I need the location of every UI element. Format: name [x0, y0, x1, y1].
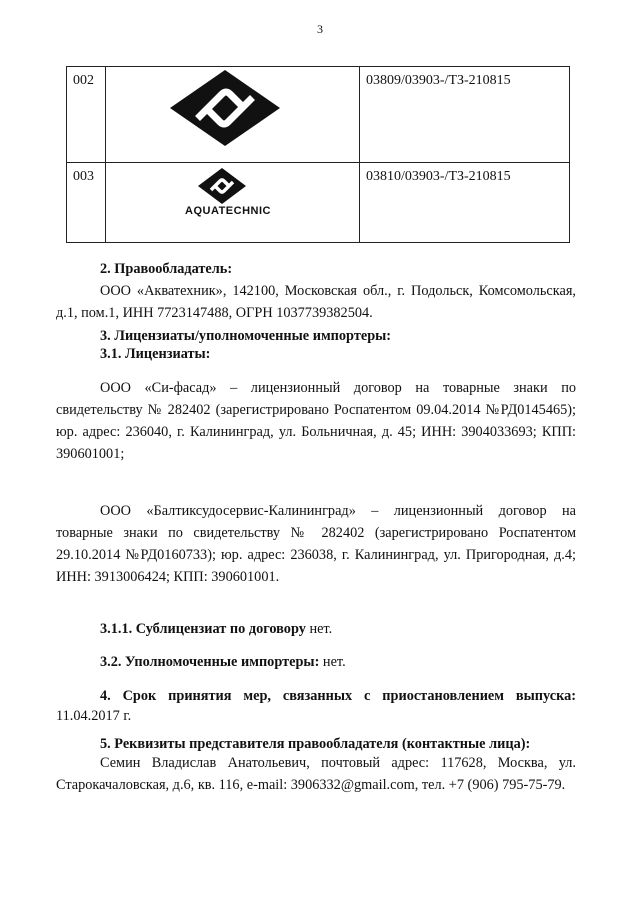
trademark-image-cell	[106, 163, 360, 243]
section4-title: 4. Срок принятия мер, связанных с приостановлением выпуска:	[100, 688, 576, 704]
registration-number: 03809/03903-/ТЗ-210815	[360, 67, 570, 163]
section3-title: 3. Лицензиаты/уполномоченные импортеры:	[100, 328, 392, 344]
sublicense-value: нет.	[309, 621, 333, 637]
section5-title: 5. Реквизиты представителя правообладателя (контактные лица):	[100, 736, 531, 752]
section2-body: ООО «Акватехник», 142100, Московская обл., г. Подольск, Комсомольская, д.1, пом.1, ИНН 7723147488, ОГРН 1037739382504.	[56, 283, 576, 321]
section5-text: Семин Владислав Анатольевич, почтовый адрес: 117628, Москва, ул. Старокачаловская, д.6, кв. 116, e-mail: 3906332@gmail.com, тел. +7 (906) 795-75-79.	[56, 755, 576, 793]
table-row	[67, 67, 570, 163]
importers-value: нет.	[322, 654, 346, 670]
importers-label: 3.2. Уполномоченные импортеры:	[100, 654, 320, 670]
licensee-2: ООО «Балтиксудосервис-Калининград» – лицензионный договор на товарные знаки по свидетельству № 282402 (зарегистрировано Роспатентом 29.10.2014 №РД0160733); юр. адрес: 236038, г. Калининград, ул. Пригородная, д.4; ИНН: 3913006424; КПП: 390601001.	[56, 503, 576, 585]
aquatechnic-logo	[198, 168, 246, 204]
trademark-table	[66, 66, 570, 243]
table-row	[67, 163, 570, 243]
square-swirl-logo	[170, 70, 280, 146]
section2-text	[56, 280, 576, 324]
section2-title: 2. Правообладатель:	[100, 261, 233, 277]
trademark-image-cell	[106, 67, 360, 163]
importers-line	[100, 651, 576, 673]
sublicense-label: 3.1.1. Сублицензиат по договору	[100, 621, 306, 637]
page-number: 3	[317, 22, 323, 36]
section4-value: 11.04.2017 г.	[56, 708, 132, 724]
section3-subtitle: 3.1. Лицензиаты:	[100, 346, 211, 362]
registration-number: 03810/03903-/ТЗ-210815	[360, 163, 570, 243]
sublicense-line	[100, 618, 576, 640]
row-number: 003	[67, 163, 106, 243]
licensee-1: ООО «Си-фасад» – лицензионный договор на товарные знаки по свидетельству № 282402 (зарегистрировано Роспатентом 09.04.2014 №РД0145465); юр. адрес: 236040, г. Калининград, ул. Больничная, д. 45; ИНН: 3904033693; КПП: 390601001;	[56, 380, 576, 462]
row-number: 002	[67, 67, 106, 163]
aquatechnic-logo-text: AQUATECHNIC	[185, 205, 271, 217]
